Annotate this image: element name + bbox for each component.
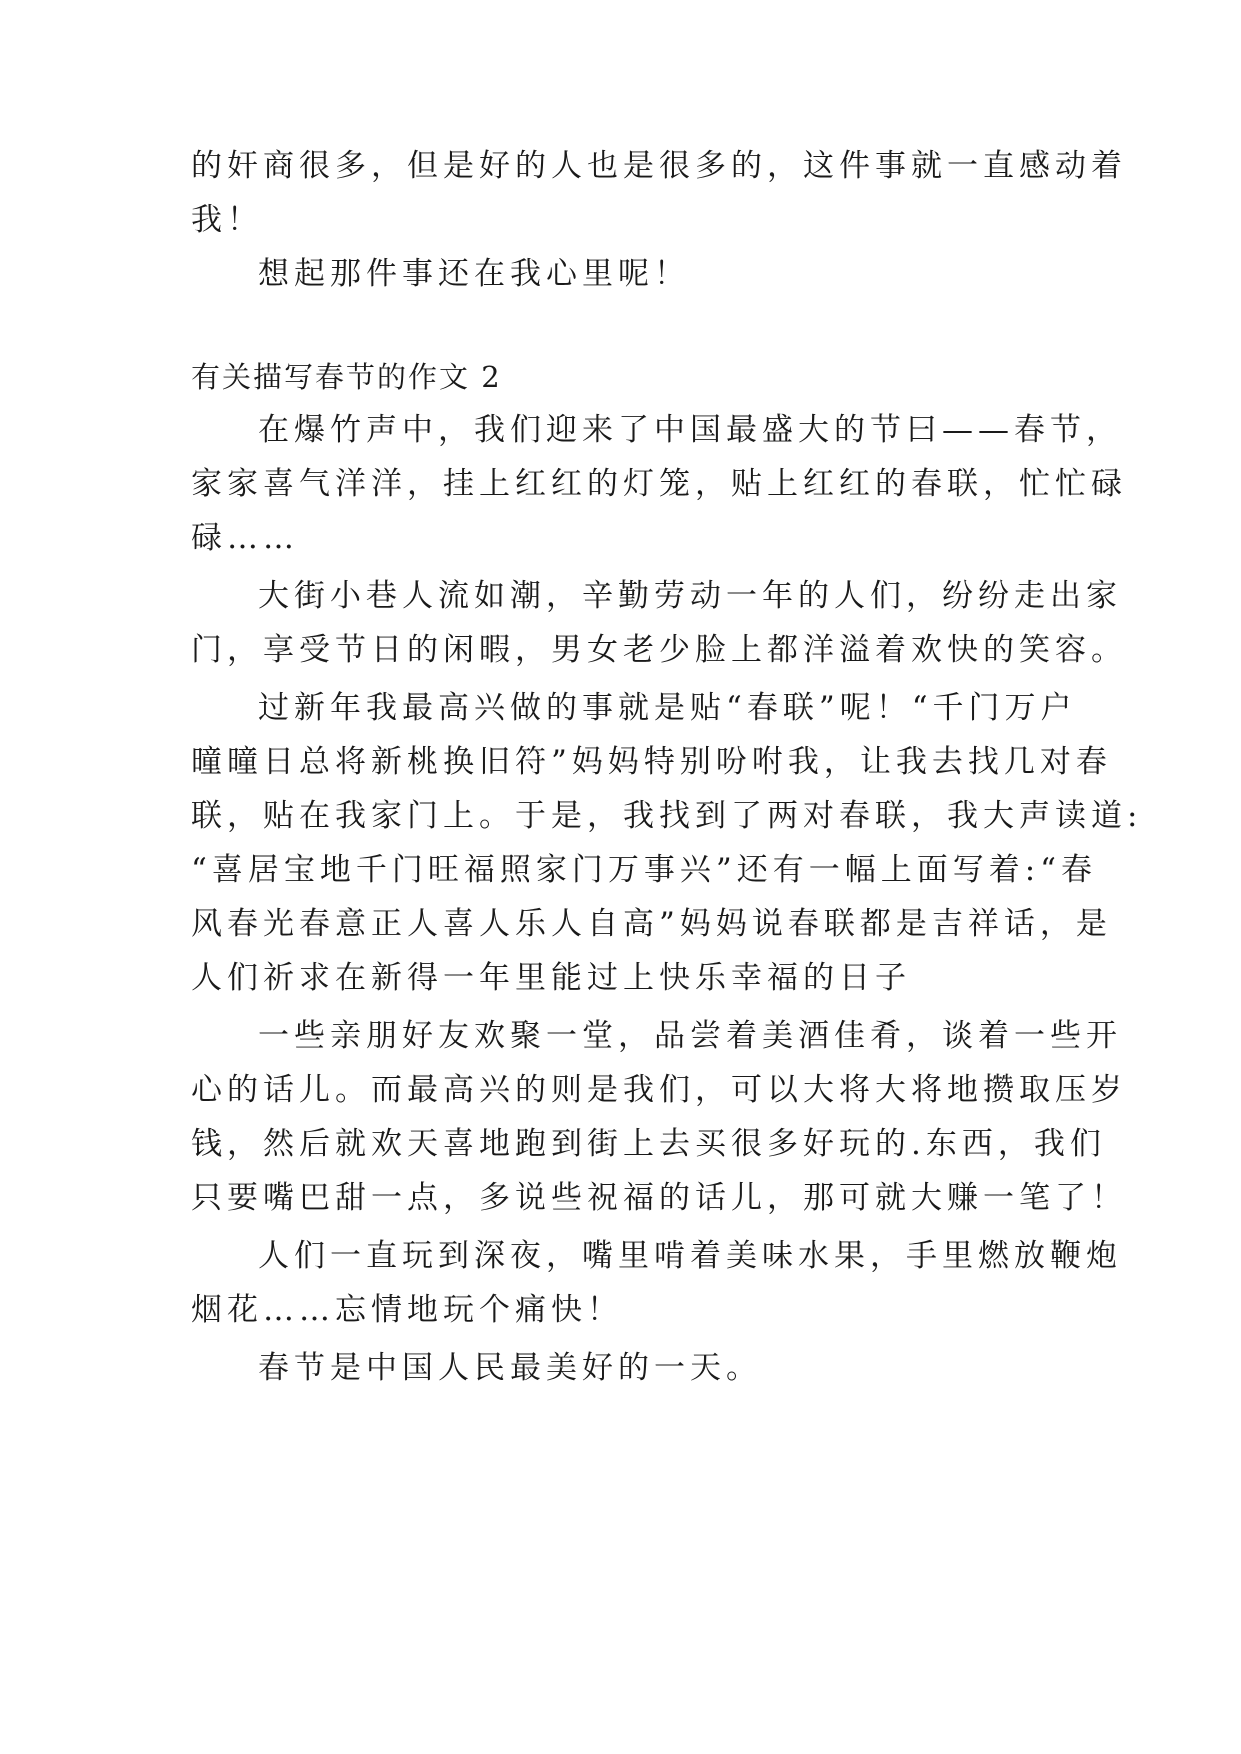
text-line: 过新年我最高兴做的事就是贴“春联”呢！“千门万户 — [258, 690, 1077, 726]
text-line: 家家喜气洋洋，挂上红红的灯笼，贴上红红的春联，忙忙碌 — [191, 466, 1127, 502]
text-line: 心的话儿。而最高兴的则是我们，可以大将大将地攒取压岁 — [191, 1072, 1127, 1108]
text-line: 大街小巷人流如潮，辛勤劳动一年的人们，纷纷走出家 — [258, 578, 1122, 614]
text-line: 人们祈求在新得一年里能过上快乐幸福的日子 — [191, 960, 911, 996]
text-line: 人们一直玩到深夜，嘴里啃着美味水果，手里燃放鞭炮 — [258, 1238, 1122, 1274]
text-line: 想起那件事还在我心里呢！ — [258, 256, 690, 292]
text-line: 联，贴在我家门上。于是，我找到了两对春联，我大声读道: — [191, 798, 1143, 834]
essay-title: 有关描写春节的作文 2 — [191, 360, 502, 394]
text-line: 钱，然后就欢天喜地跑到街上去买很多好玩的.东西，我们 — [191, 1126, 1106, 1162]
text-line: 碌…… — [191, 520, 299, 556]
text-line: 烟花……忘情地玩个痛快！ — [191, 1292, 623, 1328]
text-line: 的奸商很多，但是好的人也是很多的，这件事就一直感动着 — [191, 148, 1127, 184]
text-line: 我！ — [191, 202, 263, 238]
text-line: 一些亲朋好友欢聚一堂，品尝着美酒佳肴，谈着一些开 — [258, 1018, 1122, 1054]
text-line: 门，享受节日的闲暇，男女老少脸上都洋溢着欢快的笑容。 — [191, 632, 1127, 668]
text-line: 只要嘴巴甜一点，多说些祝福的话儿，那可就大赚一笔了！ — [191, 1180, 1127, 1216]
text-line: 在爆竹声中，我们迎来了中国最盛大的节曰——春节， — [258, 412, 1122, 448]
text-line: 曈曈日总将新桃换旧符”妈妈特别吩咐我，让我去找几对春 — [191, 744, 1112, 780]
text-line: “喜居宝地千门旺福照家门万事兴”还有一幅上面写着:“春 — [191, 852, 1097, 888]
text-line: 风春光春意正人喜人乐人自高”妈妈说春联都是吉祥话，是 — [191, 906, 1112, 942]
text-line: 春节是中国人民最美好的一天。 — [258, 1350, 762, 1386]
